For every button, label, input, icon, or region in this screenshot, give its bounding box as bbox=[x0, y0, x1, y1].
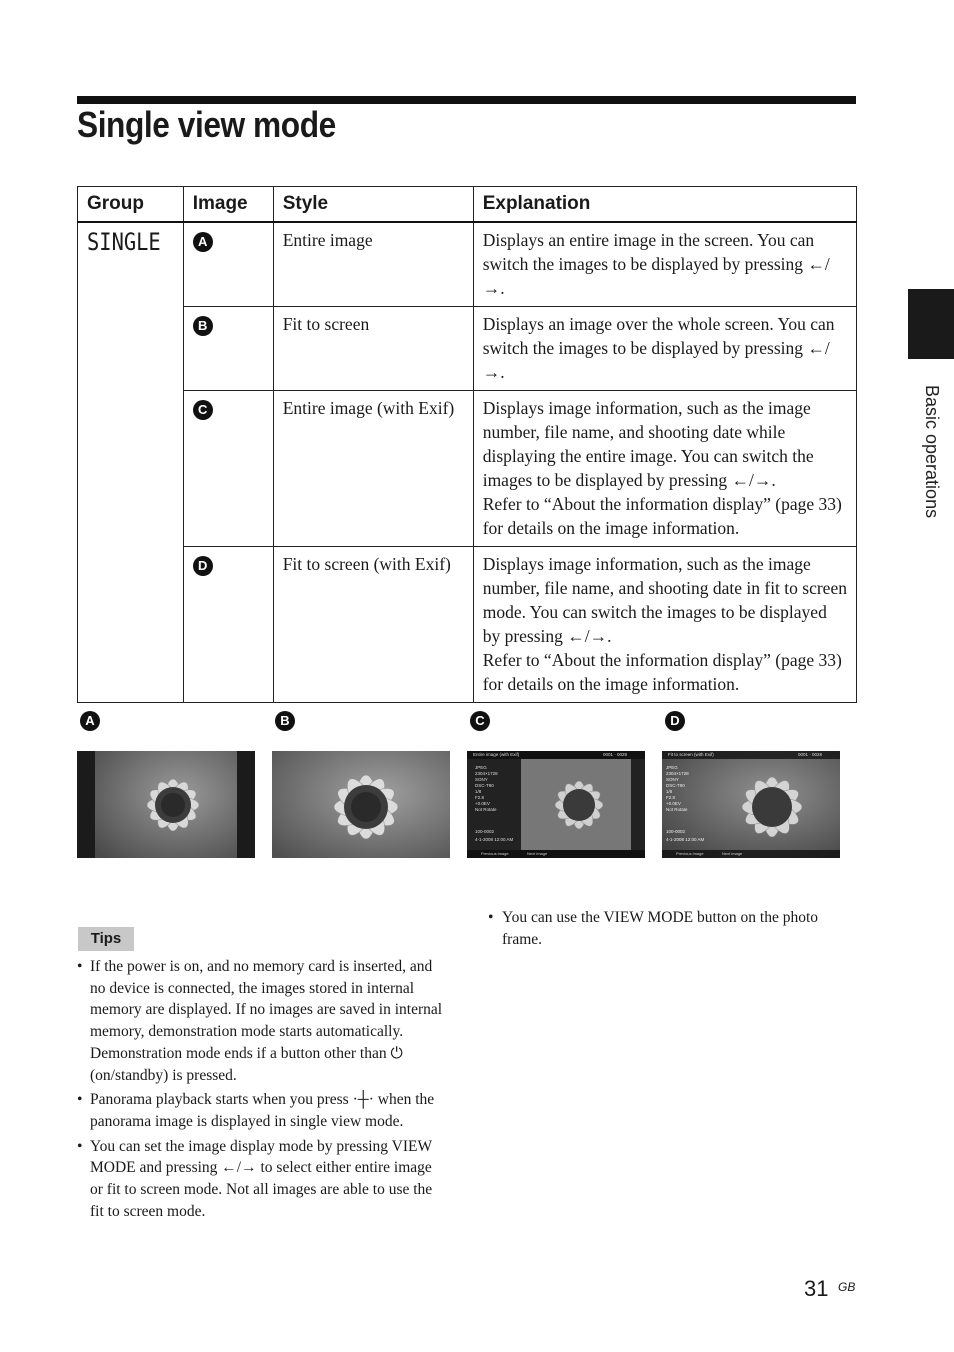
exif-info: 2304×1728 bbox=[475, 771, 498, 776]
exif-info: 1/8 bbox=[666, 789, 673, 794]
table-row bbox=[78, 307, 857, 391]
image-marker-cell bbox=[183, 307, 273, 391]
exif-footer-next: Next image bbox=[722, 851, 743, 856]
exif-info: +0.0EV bbox=[475, 801, 490, 806]
explanation-cell: Displays an image over the whole screen. You can switch the images to be displayed by pressing ←/→. bbox=[473, 307, 856, 391]
thumb-marker-c-icon: C bbox=[470, 711, 490, 731]
exif-info: +0.0EV bbox=[666, 801, 681, 806]
exif-info: F2.8 bbox=[475, 795, 485, 800]
explanation-text: Displays image information, such as the image number, file name, and shooting date while displaying the entire image. You can switch the images to be displayed by pressing ←/→. bbox=[482, 398, 814, 490]
exif-counter: 0001 · 0028 bbox=[797, 752, 822, 757]
list-item: • You can set the image display mode by pressing VIEW MODE and pressing ←/→ to select either entire image or fit to screen mode. Not all images are able to use the fit to screen mode. bbox=[77, 1136, 447, 1223]
table-row bbox=[78, 547, 857, 703]
col-group-header: Group bbox=[78, 187, 184, 223]
exif-info: DSC-T90 bbox=[666, 783, 685, 788]
explanation-note: Refer to “About the information display” (page 33) for details on the image information. bbox=[482, 650, 842, 694]
exif-info: JPEG bbox=[666, 765, 678, 770]
thumb-marker-d-icon: D bbox=[665, 711, 685, 731]
exif-date: 4-1-2008 12:00 AM bbox=[475, 837, 514, 842]
title-rule bbox=[77, 96, 856, 104]
page-title: Single view mode bbox=[77, 104, 336, 145]
marker-c-icon: C bbox=[193, 400, 213, 420]
thumbnail-entire-image-exif bbox=[467, 751, 645, 858]
exif-info: 2304×1728 bbox=[666, 771, 689, 776]
thumbnail-fit-to-screen-exif bbox=[662, 751, 840, 858]
exif-info: SONY bbox=[475, 777, 488, 782]
exif-info: F2.8 bbox=[666, 795, 676, 800]
exif-counter: 0001 · 0028 bbox=[602, 752, 627, 757]
col-style-header: Style bbox=[273, 187, 473, 223]
style-cell: Entire image (with Exif) bbox=[273, 391, 473, 547]
exif-info: JPEG bbox=[475, 765, 487, 770]
explanation-cell: Displays an entire image in the screen. You can switch the images to be displayed by pressing ←/→. bbox=[473, 222, 856, 307]
notes-list bbox=[488, 907, 858, 950]
marker-d-icon: D bbox=[193, 556, 213, 576]
marker-b-icon: B bbox=[193, 316, 213, 336]
exif-folder: 100-0002 bbox=[666, 829, 686, 834]
exif-info: Not Rotate bbox=[666, 807, 688, 812]
section-label: Basic operations bbox=[922, 385, 942, 519]
exif-footer-prev: Previous image bbox=[481, 851, 509, 856]
image-marker-cell bbox=[183, 391, 273, 547]
section-tab bbox=[908, 289, 954, 359]
marker-a-icon: A bbox=[193, 232, 213, 252]
exif-info: Not Rotate bbox=[475, 807, 497, 812]
list-item: • If the power is on, and no memory card is inserted, and no device is connected, the images stored in internal memory are displayed. If no images are saved in internal memory, demonstration mode starts automatically. Demonstration mode ends if a button other than ⏻ (on/standby) is pressed. bbox=[77, 956, 447, 1086]
table-row bbox=[78, 222, 857, 307]
exif-info: SONY bbox=[666, 777, 679, 782]
explanation-cell bbox=[473, 547, 856, 703]
exif-header: Entire image (with Exif) bbox=[473, 752, 520, 757]
exif-folder: 100-0002 bbox=[475, 829, 495, 834]
list-item: • You can use the VIEW MODE button on the photo frame. bbox=[488, 907, 858, 950]
exif-info: 1/8 bbox=[475, 789, 482, 794]
exif-header: Fit to screen (with Exif) bbox=[668, 752, 714, 757]
thumbnail-entire-image bbox=[77, 751, 255, 858]
style-cell: Fit to screen bbox=[273, 307, 473, 391]
page-number: 31 bbox=[804, 1276, 829, 1301]
tips-list bbox=[77, 956, 447, 1225]
explanation-note: Refer to “About the information display” (page 33) for details on the image information. bbox=[482, 494, 842, 538]
exif-info-list bbox=[475, 765, 498, 813]
image-marker-cell bbox=[183, 547, 273, 703]
style-cell: Fit to screen (with Exif) bbox=[273, 547, 473, 703]
exif-info-list bbox=[666, 765, 689, 813]
list-item: • Panorama playback starts when you press ·┼· when the panorama image is displayed in single view mode. bbox=[77, 1089, 447, 1132]
thumbnail-fit-to-screen bbox=[272, 751, 450, 858]
col-image-header: Image bbox=[183, 187, 273, 223]
tips-badge: Tips bbox=[78, 927, 134, 951]
explanation-cell bbox=[473, 391, 856, 547]
exif-footer-prev: Previous image bbox=[676, 851, 704, 856]
image-marker-cell bbox=[183, 222, 273, 307]
thumb-marker-b-icon: B bbox=[275, 711, 295, 731]
exif-footer-next: Next image bbox=[527, 851, 548, 856]
thumb-marker-a-icon: A bbox=[80, 711, 100, 731]
group-cell bbox=[78, 222, 184, 703]
single-group-label: SINGLE bbox=[87, 228, 161, 256]
page-suffix: GB bbox=[838, 1280, 856, 1294]
style-cell: Entire image bbox=[273, 222, 473, 307]
table-row bbox=[78, 391, 857, 547]
exif-info: DSC-T90 bbox=[475, 783, 494, 788]
explanation-text: Displays image information, such as the image number, file name, and shooting date in fit to screen mode. You can switch the images to be displayed by pressing ←/→. bbox=[482, 554, 847, 646]
exif-date: 4-1-2008 12:00 AM bbox=[666, 837, 705, 842]
view-mode-table bbox=[77, 186, 857, 703]
col-explanation-header: Explanation bbox=[473, 187, 856, 223]
table-header-row bbox=[78, 187, 857, 223]
